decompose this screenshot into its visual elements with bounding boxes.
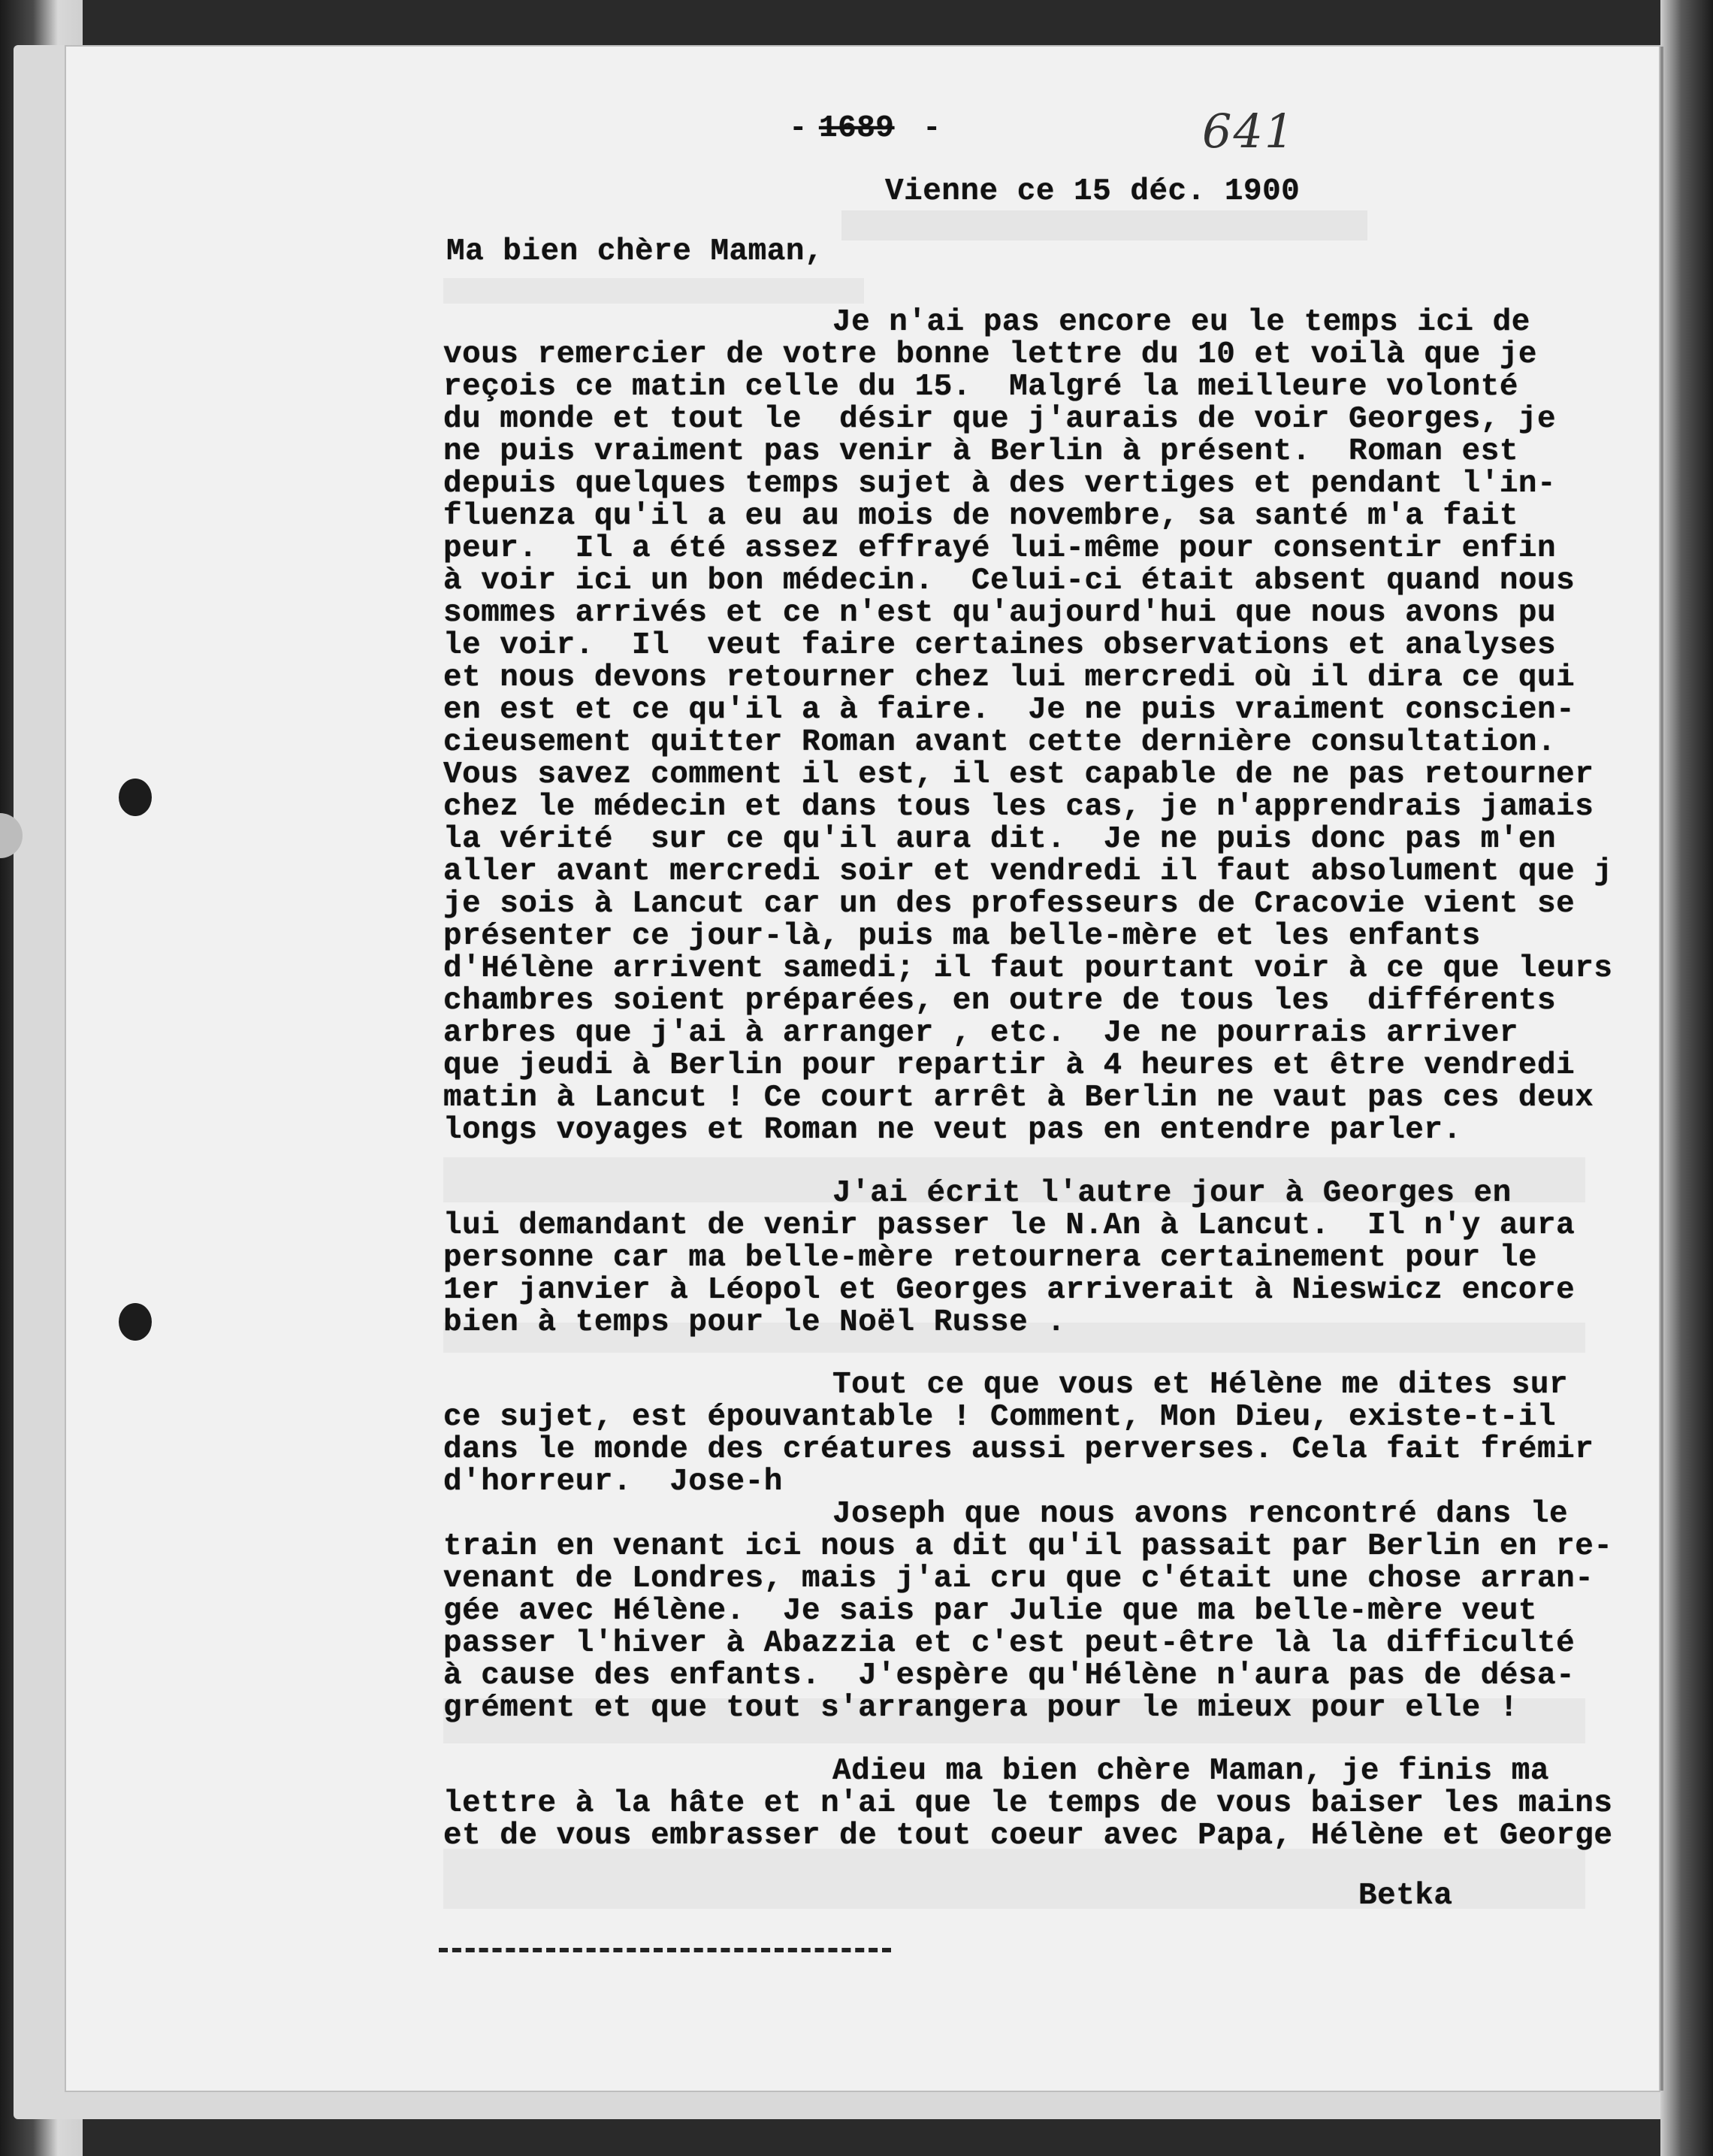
body-line: le voir. Il veut faire certaines observations et analyses [443, 628, 1557, 663]
body-line: chez le médecin et dans tous les cas, je n'apprendrais jamais [443, 790, 1594, 824]
body-line: je sois à Lancut car un des professeurs de Cracovie vient se [443, 887, 1576, 921]
page-number-dash: - [923, 111, 941, 146]
body-line: d'Hélène arrivent samedi; il faut pourtant voir à ce que leurs [443, 951, 1613, 986]
date-line: Vienne ce 15 déc. 1900 [885, 174, 1301, 209]
body-line: depuis quelques temps sujet à des vertiges et pendant l'in- [443, 467, 1557, 501]
body-line: Tout ce que vous et Hélène me dites sur [832, 1368, 1569, 1402]
bleed-through-shading [841, 210, 1367, 240]
body-line: cieusement quitter Roman avant cette dernière consultation. [443, 725, 1557, 760]
body-line: arbres que j'ai à arranger , etc. Je ne pourrais arriver [443, 1016, 1518, 1051]
body-line: J'ai écrit l'autre jour à Georges en [832, 1176, 1512, 1211]
body-line: peur. Il a été assez effrayé lui-même pour consentir enfin [443, 531, 1557, 566]
body-line: gée avec Hélène. Je sais par Julie que ma belle-mère veut [443, 1594, 1538, 1628]
body-line: en est et ce qu'il a à faire. Je ne puis vraiment conscien- [443, 693, 1576, 727]
punch-hole-icon [119, 779, 152, 816]
folio-number: 641 [1202, 104, 1296, 159]
page-number-dash: - [789, 111, 808, 146]
body-line: et nous devons retourner chez lui mercredi où il dira ce qui [443, 661, 1576, 695]
body-line: train en venant ici nous a dit qu'il passait par Berlin en re- [443, 1529, 1613, 1564]
body-line: venant de Londres, mais j'ai cru que c'était une chose arran- [443, 1562, 1594, 1596]
body-line: 1er janvier à Léopol et Georges arriverait à Nieswicz encore [443, 1273, 1576, 1308]
signature: Betka [1358, 1879, 1453, 1913]
body-line: passer l'hiver à Abazzia et c'est peut-être là la difficulté [443, 1626, 1576, 1661]
body-line: reçois ce matin celle du 15. Malgré la meilleure volonté [443, 370, 1518, 404]
body-line: chambres soient préparées, en outre de tous les différents [443, 984, 1557, 1018]
body-line: longs voyages et Roman ne veut pas en entendre parler. [443, 1113, 1462, 1148]
body-line: du monde et tout le désir que j'aurais de voir Georges, je [443, 402, 1557, 437]
body-line: Adieu ma bien chère Maman, je finis ma [832, 1754, 1549, 1789]
body-line: bien à temps pour le Noël Russe . [443, 1305, 1066, 1340]
scanner-edge-right [1660, 0, 1713, 2156]
body-line: que jeudi à Berlin pour repartir à 4 heures et être vendredi [443, 1048, 1576, 1083]
body-line: ce sujet, est épouvantable ! Comment, Mon Dieu, existe-t-il [443, 1400, 1557, 1435]
body-line: lettre à la hâte et n'ai que le temps de vous baiser les mains [443, 1786, 1613, 1821]
body-line: Joseph que nous avons rencontré dans le [832, 1497, 1569, 1532]
body-line: ne puis vraiment pas venir à Berlin à présent. Roman est [443, 434, 1518, 469]
salutation: Ma bien chère Maman, [446, 234, 824, 269]
body-line: fluenza qu'il a eu au mois de novembre, sa santé m'a fait [443, 499, 1518, 534]
page-number: 1689 [819, 111, 895, 146]
body-line: à voir ici un bon médecin. Celui-ci était absent quand nous [443, 564, 1576, 598]
bleed-through-shading [443, 278, 864, 304]
body-line: Je n'ai pas encore eu le temps ici de [832, 305, 1530, 340]
body-line: présenter ce jour-là, puis ma belle-mère et les enfants [443, 919, 1481, 954]
body-line: matin à Lancut ! Ce court arrêt à Berlin ne vaut pas ces deux [443, 1081, 1594, 1115]
body-line: la vérité sur ce qu'il aura dit. Je ne puis donc pas m'en [443, 822, 1557, 857]
body-line: dans le monde des créatures aussi perverses. Cela fait frémir [443, 1432, 1594, 1467]
dashed-rule [439, 1948, 891, 1952]
body-line: grément et que tout s'arrangera pour le mieux pour elle ! [443, 1691, 1518, 1725]
body-line: personne car ma belle-mère retournera certainement pour le [443, 1241, 1538, 1275]
body-line: à cause des enfants. J'espère qu'Hélène n'aura pas de désa- [443, 1659, 1576, 1693]
body-line: sommes arrivés et ce n'est qu'aujourd'hui que nous avons pu [443, 596, 1557, 630]
body-line: d'horreur. Jose-h [443, 1465, 783, 1499]
body-line: et de vous embrasser de tout coeur avec Papa, Hélène et George [443, 1819, 1613, 1853]
body-line: vous remercier de votre bonne lettre du 10 et voilà que je [443, 337, 1538, 372]
body-line: Vous savez comment il est, il est capable de ne pas retourner [443, 757, 1594, 792]
punch-hole-icon [119, 1303, 152, 1341]
body-line: lui demandant de venir passer le N.An à Lancut. Il n'y aura [443, 1208, 1576, 1243]
body-line: aller avant mercredi soir et vendredi il faut absolument que j [443, 854, 1613, 889]
